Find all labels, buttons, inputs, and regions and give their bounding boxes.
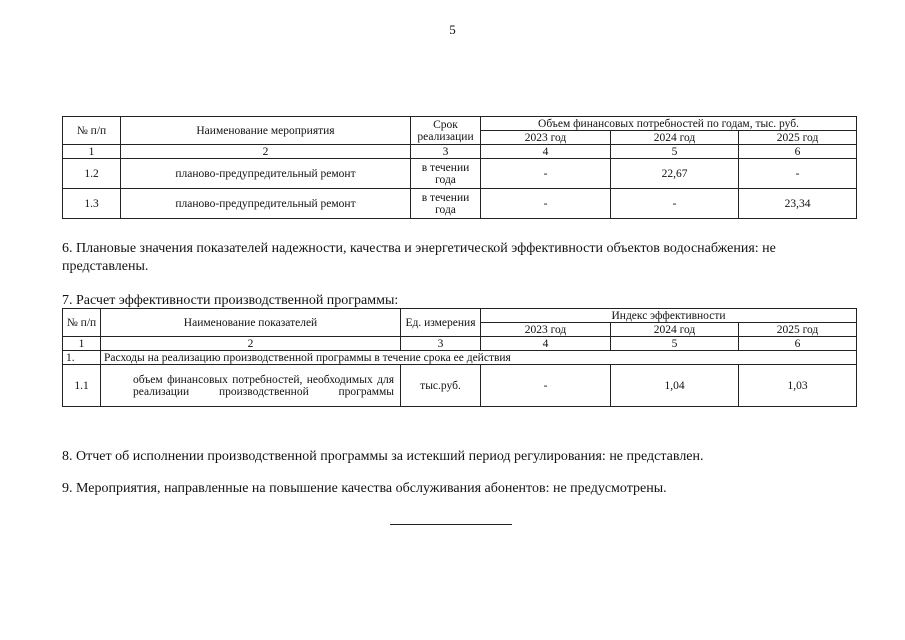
header-year: 2024 год [611,323,739,337]
column-number: 2 [101,337,401,351]
row-num: 1.2 [63,159,121,189]
row-value-2025: 1,03 [739,365,857,407]
section-9-paragraph: 9. Мероприятия, направленные на повышение качества обслуживания абонентов: не предусмотрены. [62,481,667,496]
table-row [63,189,857,219]
column-number: 2 [121,145,411,159]
header-num: № п/п [63,309,101,337]
row-term: в течении года [411,189,481,219]
table-row [63,365,857,407]
row-term: в течении года [411,159,481,189]
row-value-2023: - [481,159,611,189]
header-num: № п/п [63,117,121,145]
header-unit: Ед. измерения [401,309,481,337]
row-unit: тыс.руб. [401,365,481,407]
row-name: объем финансовых потребностей, необходимых для реализации производственной программы [101,365,401,407]
section-6-paragraph: 6. Плановые значения показателей надежности, качества и энергетической эффективности объектов водоснабжения: не представлены. [62,241,776,274]
column-number: 1 [63,145,121,159]
row-name: планово-предупредительный ремонт [121,189,411,219]
section-num: 1. [63,351,101,365]
column-number: 5 [611,145,739,159]
column-number: 6 [739,145,857,159]
header-year: 2023 год [481,131,611,145]
column-number: 6 [739,337,857,351]
header-term: Срок реализации [411,117,481,145]
header-year: 2024 год [611,131,739,145]
section-7-heading: 7. Расчет эффективности производственной программы: [62,293,399,308]
section-title: Расходы на реализацию производственной программы в течение срока ее действия [101,351,857,365]
header-year: 2025 год [739,131,857,145]
section-row [63,351,857,365]
column-number-row [63,337,857,351]
header-financing: Объем финансовых потребностей по годам, тыс. руб. [481,117,857,131]
column-number-row [63,145,857,159]
closing-rule [390,524,512,525]
row-num: 1.1 [63,365,101,407]
page-number: 5 [449,22,456,37]
header-name: Наименование мероприятия [121,117,411,145]
row-value-2025: 23,34 [739,189,857,219]
header-name: Наименование показателей [101,309,401,337]
column-number: 5 [611,337,739,351]
section-8-paragraph: 8. Отчет об исполнении производственной программы за истекший период регулирования: не представлен. [62,449,704,464]
header-efficiency-index: Индекс эффективности [481,309,857,323]
header-year: 2023 год [481,323,611,337]
column-number: 3 [401,337,481,351]
column-number: 4 [481,337,611,351]
financial-needs-table [62,116,857,219]
row-value-2024: 22,67 [611,159,739,189]
row-value-2025: - [739,159,857,189]
efficiency-table [62,308,857,407]
row-value-2023: - [481,189,611,219]
column-number: 4 [481,145,611,159]
row-value-2023: - [481,365,611,407]
row-value-2024: - [611,189,739,219]
row-num: 1.3 [63,189,121,219]
table-row [63,159,857,189]
column-number: 1 [63,337,101,351]
row-name: планово-предупредительный ремонт [121,159,411,189]
row-value-2024: 1,04 [611,365,739,407]
column-number: 3 [411,145,481,159]
header-year: 2025 год [739,323,857,337]
